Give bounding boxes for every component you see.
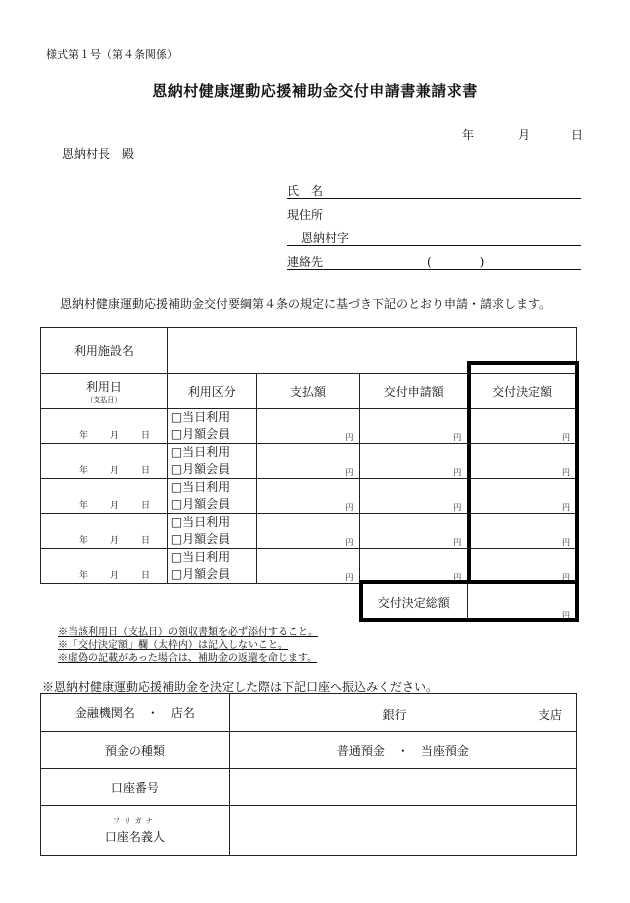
applicant-contact-field[interactable] — [287, 253, 581, 270]
yen-unit: 円 — [453, 468, 462, 477]
facility-label: 利用施設名 — [41, 328, 168, 374]
option-monthly-checkbox[interactable]: □月額会員 — [170, 462, 231, 476]
page-title: 恩納村健康運動応援補助金交付申請書兼請求書 — [152, 82, 478, 100]
yen-unit: 円 — [562, 538, 570, 547]
applicant-contact-parens: ( ) — [427, 255, 485, 269]
row-year: 年 — [79, 431, 89, 441]
usage-category-cell[interactable] — [167, 549, 256, 584]
yen-unit: 円 — [345, 433, 354, 442]
option-daily-checkbox[interactable]: □当日利用 — [170, 480, 231, 494]
yen-unit: 円 — [453, 573, 462, 582]
usage-date-cell[interactable] — [41, 514, 168, 549]
header-date — [41, 374, 168, 409]
header-category: 利用区分 — [167, 374, 256, 409]
option-daily-checkbox[interactable]: □当日利用 — [170, 515, 231, 529]
row-day: 日 — [141, 431, 151, 441]
date-month: 月 — [518, 128, 531, 142]
yen-unit: 円 — [453, 503, 462, 512]
applicant-address-label: 現住所 — [287, 208, 324, 222]
usage-category-cell[interactable] — [167, 444, 256, 479]
applicant-address-prefix: 恩納村字 — [301, 231, 350, 245]
row-year: 年 — [79, 536, 89, 546]
transfer-note: ※恩納村健康運動応援補助金を決定した際は下記口座へ振込みください。 — [42, 680, 439, 694]
paid-amount-cell[interactable] — [256, 514, 360, 549]
usage-category-cell[interactable] — [167, 479, 256, 514]
bank-suffix: 銀行 — [382, 708, 407, 722]
intro-text: 恩納村健康運動応援補助金交付要綱第４条の規定に基づき下記のとおり申請・請求します。 — [60, 297, 552, 311]
applied-amount-cell[interactable] — [360, 514, 468, 549]
applicant-name-label: 氏 名 — [287, 184, 324, 198]
yen-unit: 円 — [562, 611, 570, 620]
paid-amount-cell[interactable] — [256, 479, 360, 514]
yen-unit: 円 — [345, 503, 354, 512]
account-type-label: 預金の種類 — [41, 732, 230, 769]
usage-category-cell[interactable] — [167, 514, 256, 549]
account-holder-label-cell — [41, 806, 230, 856]
holder-furigana: フリガナ — [113, 817, 157, 825]
paid-amount-cell[interactable] — [256, 444, 360, 479]
usage-date-cell[interactable] — [41, 444, 168, 479]
option-monthly-checkbox[interactable]: □月額会員 — [170, 567, 231, 581]
row-month: 月 — [110, 431, 120, 441]
row-year: 年 — [79, 501, 89, 511]
header-date-sub: （支払日） — [86, 395, 122, 404]
header-applied: 交付申請額 — [360, 374, 468, 409]
option-monthly-checkbox[interactable]: □月額会員 — [170, 427, 231, 441]
bank-input[interactable] — [229, 694, 576, 732]
paid-amount-cell[interactable] — [256, 409, 360, 444]
row-day: 日 — [141, 571, 151, 581]
account-number-input[interactable] — [229, 769, 576, 806]
row-month: 月 — [110, 466, 120, 476]
header-decided: 交付決定額 — [468, 374, 577, 409]
row-day: 日 — [141, 466, 151, 476]
yen-unit: 円 — [562, 573, 570, 582]
branch-suffix: 支店 — [537, 708, 562, 722]
decided-column-outline — [467, 361, 579, 584]
option-monthly-checkbox[interactable]: □月額会員 — [170, 532, 231, 546]
option-daily-checkbox[interactable]: □当日利用 — [170, 550, 231, 564]
row-day: 日 — [141, 536, 151, 546]
header-date-label: 利用日 — [85, 379, 122, 394]
applied-amount-cell[interactable] — [360, 444, 468, 479]
yen-unit: 円 — [345, 468, 354, 477]
note-3: ※虚偽の記載があった場合は、補助金の返還を命じます。 — [58, 653, 318, 664]
header-paid: 支払額 — [256, 374, 360, 409]
applied-amount-cell[interactable] — [360, 409, 468, 444]
usage-category-cell[interactable] — [167, 409, 256, 444]
row-day: 日 — [141, 501, 151, 511]
row-month: 月 — [110, 501, 120, 511]
option-daily-checkbox[interactable]: □当日利用 — [170, 445, 231, 459]
applicant-address-field[interactable] — [287, 229, 581, 246]
yen-unit: 円 — [453, 538, 462, 547]
total-outline — [359, 580, 579, 622]
row-month: 月 — [110, 571, 120, 581]
bank-label: 金融機関名 ・ 店名 — [41, 694, 230, 732]
total-label: 交付決定総額 — [360, 584, 468, 622]
bank-table — [40, 693, 577, 856]
usage-date-cell[interactable] — [41, 549, 168, 584]
usage-date-cell[interactable] — [41, 479, 168, 514]
yen-unit: 円 — [345, 573, 354, 582]
date-year: 年 — [462, 128, 475, 142]
holder-label: 口座名義人 — [104, 830, 165, 844]
option-daily-checkbox[interactable]: □当日利用 — [170, 410, 231, 424]
date-day: 日 — [571, 128, 584, 142]
row-month: 月 — [110, 536, 120, 546]
row-year: 年 — [79, 466, 89, 476]
account-holder-input[interactable] — [229, 806, 576, 856]
yen-unit: 円 — [453, 433, 462, 442]
paid-amount-cell[interactable] — [256, 549, 360, 584]
yen-unit: 円 — [562, 468, 570, 477]
form-number: 様式第１号（第４条関係） — [46, 48, 178, 61]
note-1: ※当該利用日（支払日）の領収書類を必ず添付すること。 — [58, 627, 318, 638]
row-year: 年 — [79, 571, 89, 581]
notes — [58, 626, 318, 665]
yen-unit: 円 — [345, 538, 354, 547]
note-2: ※「交付決定額」欄（太枠内）は記入しないこと。 — [58, 640, 288, 651]
addressee: 恩納村長 殿 — [62, 147, 135, 161]
applicant-name-field[interactable] — [287, 182, 581, 199]
applicant-contact-label: 連絡先 — [287, 255, 324, 269]
applied-amount-cell[interactable] — [360, 549, 468, 584]
yen-unit: 円 — [562, 503, 570, 512]
applied-amount-cell[interactable] — [360, 479, 468, 514]
yen-unit: 円 — [562, 433, 570, 442]
account-number-label: 口座番号 — [41, 769, 230, 806]
option-monthly-checkbox[interactable]: □月額会員 — [170, 497, 231, 511]
account-type-options[interactable]: 普通預金 ・ 当座預金 — [229, 732, 576, 769]
usage-date-cell[interactable] — [41, 409, 168, 444]
